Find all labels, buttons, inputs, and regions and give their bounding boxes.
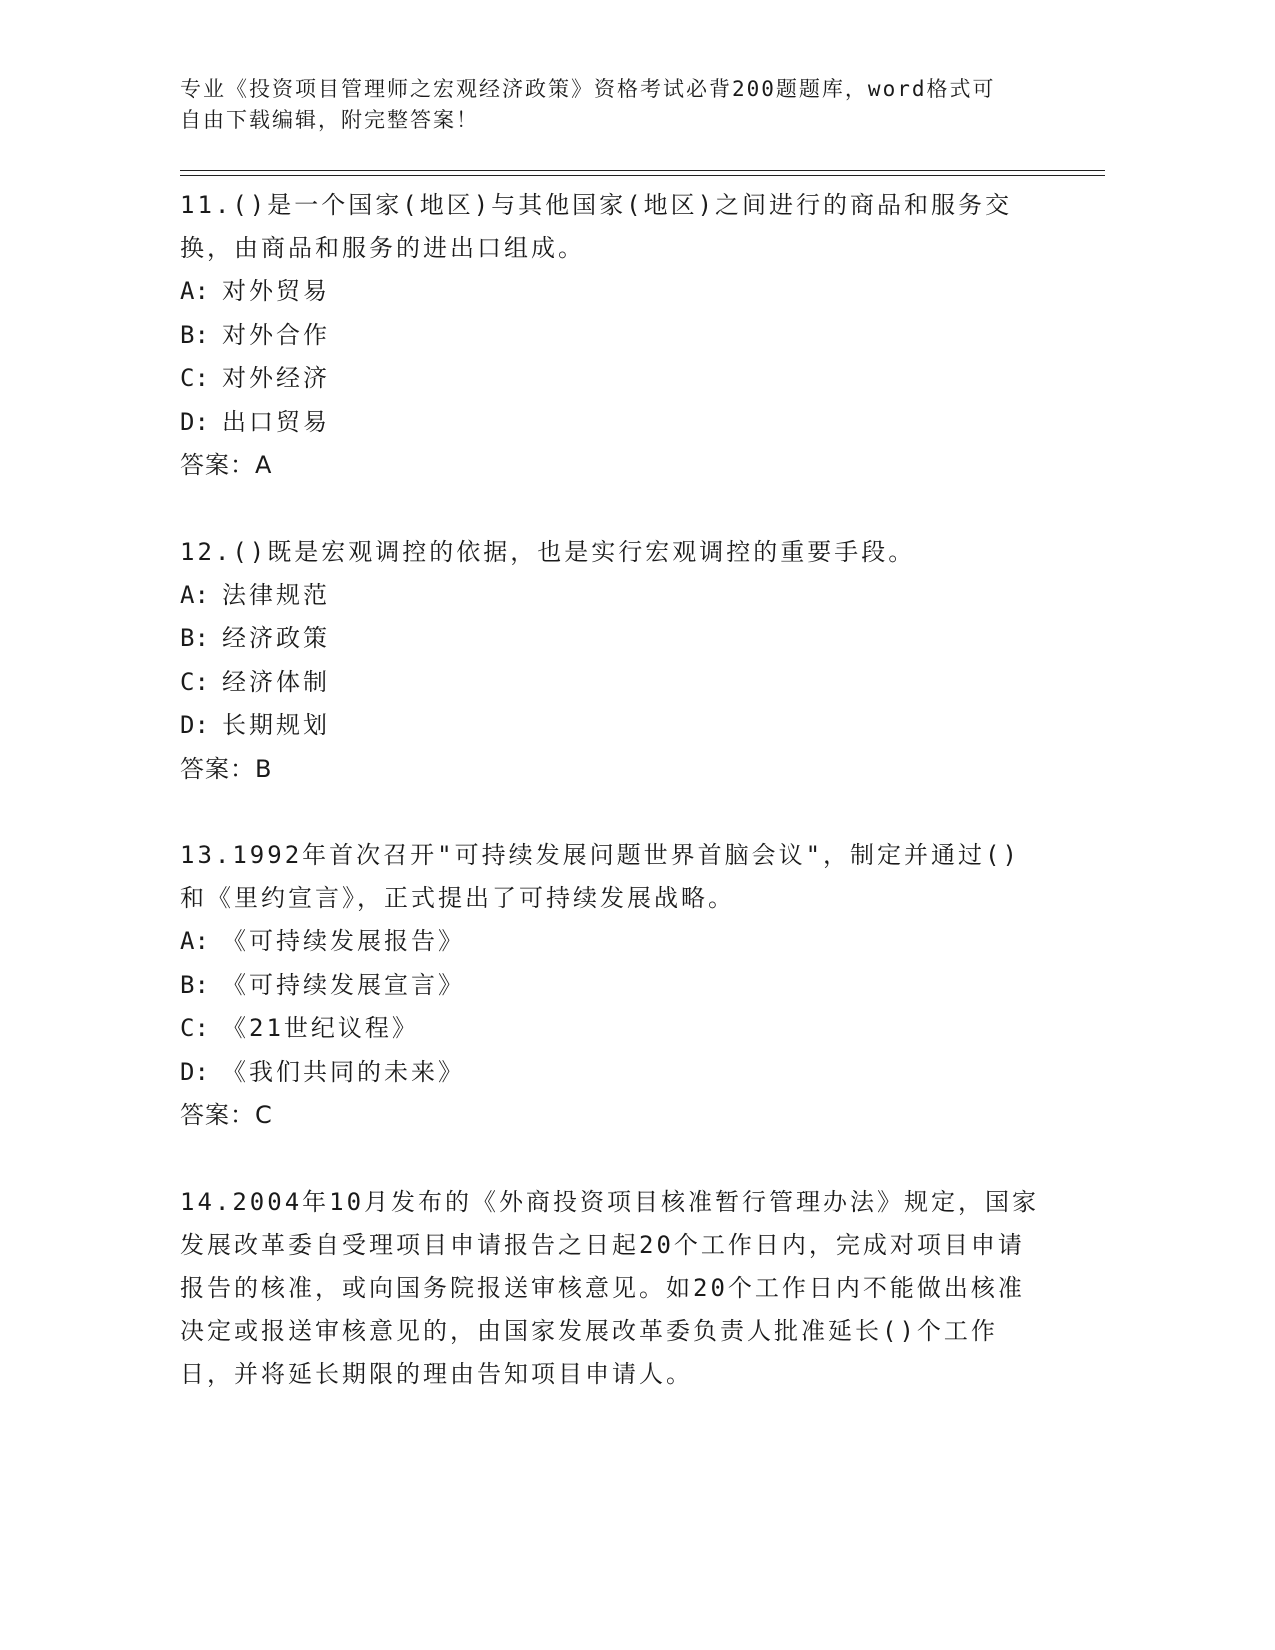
option-text: 长期规划 [222,711,330,739]
option-letter: C: [180,1014,209,1042]
option-b [180,314,1040,358]
question-text: 12.()既是宏观调控的依据，也是实行宏观调控的重要手段。 [180,537,916,566]
option-a [180,574,1040,618]
option-a [180,270,1040,314]
option-text: 出口贸易 [222,407,330,436]
option-letter: B: [180,624,209,652]
question-spacer [180,1138,1040,1181]
header-divider-top [180,170,1105,171]
option-text: 《可持续发展宣言》 [222,970,465,999]
option-b [180,964,1040,1008]
option-letter: A: [180,580,209,609]
question-14 [180,1181,1040,1396]
question-spacer [180,488,1040,531]
option-letter: C: [180,364,209,392]
option-d [180,1051,1040,1095]
question-12 [180,531,1040,792]
question-13 [180,834,1040,1138]
header-line-2: 自由下载编辑，附完整答案！ [180,108,479,132]
option-d [180,401,1040,445]
option-letter: D: [180,1057,209,1086]
option-text: 《可持续发展报告》 [222,927,465,955]
option-c [180,661,1040,705]
option-letter: B: [180,320,209,349]
option-d [180,704,1040,748]
option-letter: D: [180,711,209,739]
header-line-1: 专业《投资项目管理师之宏观经济政策》资格考试必背200题题库，word格式可 [180,77,996,101]
option-a [180,920,1040,964]
option-letter: B: [180,970,209,999]
option-text: 对外合作 [222,320,330,349]
option-text: 《21世纪议程》 [222,1014,419,1042]
question-text: 11.()是一个国家(地区)与其他国家(地区)之间进行的商品和服务交换，由商品和服务的进出口组成。 [180,191,1013,262]
question-text: 13.1992年首次召开"可持续发展问题世界首脑会议"，制定并通过()和《里约宣言》，正式提出了可持续发展战略。 [180,841,1020,912]
option-letter: A: [180,277,209,305]
question-list [180,184,1040,1396]
answer-line: 答案：C [180,1101,273,1129]
answer-line: 答案：B [180,754,273,783]
option-text: 法律规范 [222,580,330,609]
question-11 [180,184,1040,488]
answer-line: 答案：A [180,451,273,479]
option-text: 对外贸易 [222,277,330,305]
option-letter: D: [180,407,209,436]
option-text: 经济体制 [222,667,330,696]
document-header [180,74,1060,136]
option-c [180,1007,1040,1051]
option-letter: C: [180,667,209,696]
option-b [180,617,1040,661]
header-divider-bottom [180,175,1105,176]
option-c [180,357,1040,401]
question-text: 14.2004年10月发布的《外商投资项目核准暂行管理办法》规定，国家发展改革委自受理项目申请报告之日起20个工作日内，完成对项目申请报告的核准，或向国务院报送审核意见。如20个工作日内不能做出核准决定或报送审核意见的，由国家发展改革委负责人批准延长()个工作日，并将延长期限的理由告知项目申请人。 [180,1187,1040,1388]
question-spacer [180,791,1040,834]
option-text: 《我们共同的未来》 [222,1057,465,1086]
option-text: 经济政策 [222,624,330,652]
option-text: 对外经济 [222,364,330,392]
option-letter: A: [180,927,209,955]
